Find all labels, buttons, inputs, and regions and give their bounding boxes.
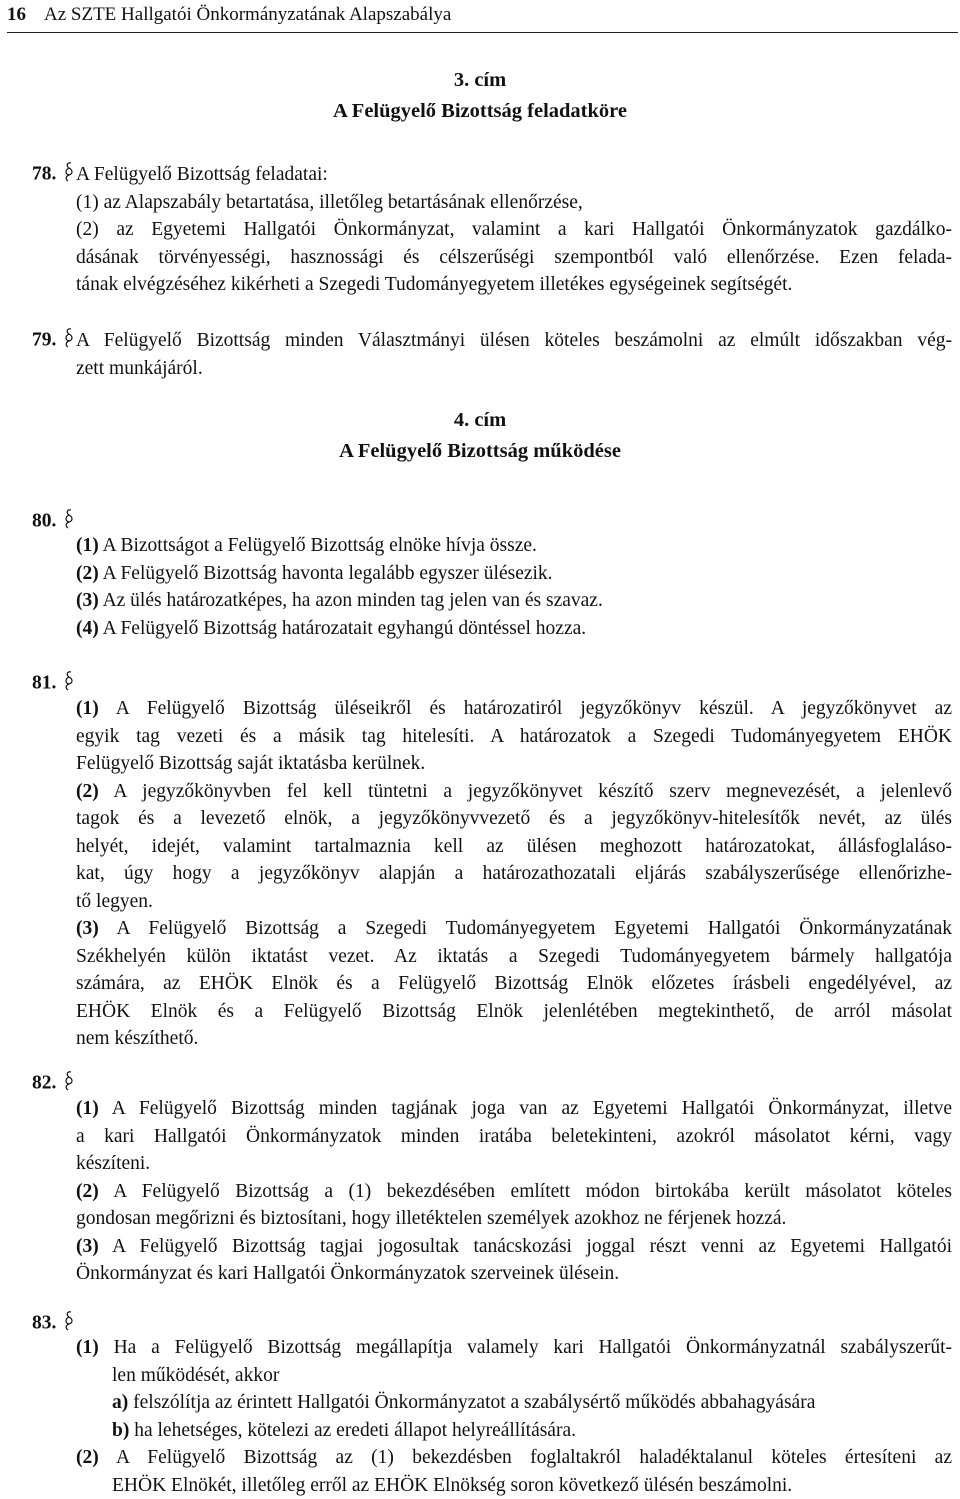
section-80-text: (1) A Bizottságot a Felügyelő Bizottság elnöke hívja össze. (2) A Felügyelő Bizottság havonta legalább egyszer ülésezik. (3) Az ülés határozatképes, ha azon minden tag jelen van és szavaz. (4) A Felügyelő Bizottság határozatait egyhangú döntéssel hozza. <box>76 535 603 639</box>
page-header <box>7 2 958 33</box>
section-83-number: 83. <box>32 1310 74 1338</box>
section-82-text: (1) A Felügyelő Bizottság minden tagjának joga van az Egyetemi Hallgatói Önkormányzat, illetve a kari Hallgatói Önkormányzatok minden iratába beletekinteni, azokról másolatot kérni, vagy készíteni. (2) A Felügyelő Bizottság a (1) bekezdésében említett módon birtokába került másolatot köteles gondosan megőrizni és biztosítani, hogy illetéktelen személyek azokhoz ne férjenek hozzá. (3) A Felügyelő Bizottság tagjai jogosultak tanácskozási joggal részt venni az Egyetemi Hallgatói Önkormányzat és kari Hallgatói Önkormányzatok szerveinek ülésein. <box>76 1098 952 1284</box>
section-83-text: (1) Ha a Felügyelő Bizottság megállapítja valamely kari Hallgatói Önkormányzatnál szabályszerűt- len működését, akkor a) felszólítja az érintett Hallgatói Önkormányzatot a szabálysértő működés abbahagyására b) ha lehetséges, kötelezi az eredeti állapot helyreállítására. (2) A Felügyelő Bizottság az (1) bekezdésben foglaltakról haladéktalanul köteles értesíteni az EHÖK Elnökét, illetőleg erről az EHÖK Elnökség soron következő ülésén beszámolni. <box>76 1337 952 1496</box>
section-sign-icon <box>64 508 74 536</box>
section-79-text: A Felügyelő Bizottság minden Választmányi ülésen köteles beszámolni az elmúlt időszakban vég- zett munkájáról. <box>76 330 952 379</box>
chapter-name: A Felügyelő Bizottság működése <box>339 440 621 462</box>
section-80-number: 80. <box>32 508 74 536</box>
section-sign-icon <box>64 161 74 189</box>
section-78-text: A Felügyelő Bizottság feladatai: (1) az Alapszabály betartatása, illetőleg betartásának ellenőrzése, (2) az Egyetemi Hallgatói Önkormányzat, valamint a kari Hallgatói Önkormányzatok gazdálko- dásának törvényességi, hasznossági és célszerűségi szempontból való ellenőrzése. Ezen felada- tának elvégzéséhez kikérheti a Szegedi Tudományegyetem illetékes egységeinek segítségét. <box>76 164 952 295</box>
section-82-number: 82. <box>32 1070 74 1098</box>
section-sign-icon <box>64 670 74 698</box>
document-title: Az SZTE Hallgatói Önkormányzatának Alapszabálya <box>44 4 452 25</box>
chapter-4-title <box>0 405 960 467</box>
section-81-text: (1) A Felügyelő Bizottság üléseikről és határozatiról jegyzőkönyv készül. A jegyzőkönyvet az egyik tag vezeti és a másik tag hitelesíti. A határozatok a Szegedi Tudományegyetem EHÖK Felügyelő Bizottság saját iktatásba kerülnek. (2) A jegyzőkönyvben fel kell tüntetni a jegyzőkönyvet készítő szerv megnevezését, a jelenlevő tagok és a levezető elnök, a jegyzőkönyvvezető és a jegyzőkönyv-hitelesítők nevét, az ülés helyét, idejét, valamint tartalmaznia kell az ülésen meghozott határozatokat, állásfoglaláso- kat, úgy hogy a jegyzőkönyv alapján a határozathozatali eljárás szabályszerűsége ellenőrizhe- tő legyen. (3) A Felügyelő Bizottság a Szegedi Tudományegyetem Egyetemi Hallgatói Önkormányzatának Székhelyén külön iktatást vezet. Az iktatás a Szegedi Tudományegyetem bármely hallgatója számára, az EHÖK Elnök és a Felügyelő Bizottság Elnök előzetes írásbeli engedélyével, az EHÖK Elnök és a Felügyelő Bizottság Elnök jelenlétében megtekinthető, de arról másolat nem készíthető. <box>76 698 952 1049</box>
chapter-3-title <box>0 65 960 127</box>
section-79-number: 79. <box>32 327 74 355</box>
page-number: 16 <box>7 4 26 25</box>
chapter-name: A Felügyelő Bizottság feladatköre <box>333 100 627 122</box>
section-sign-icon <box>64 327 74 355</box>
chapter-number: 4. cím <box>453 409 507 431</box>
section-81-number: 81. <box>32 670 74 698</box>
section-sign-icon <box>64 1070 74 1098</box>
section-78-number: 78. <box>32 161 74 189</box>
section-sign-icon <box>64 1310 74 1338</box>
chapter-number: 3. cím <box>453 69 507 91</box>
